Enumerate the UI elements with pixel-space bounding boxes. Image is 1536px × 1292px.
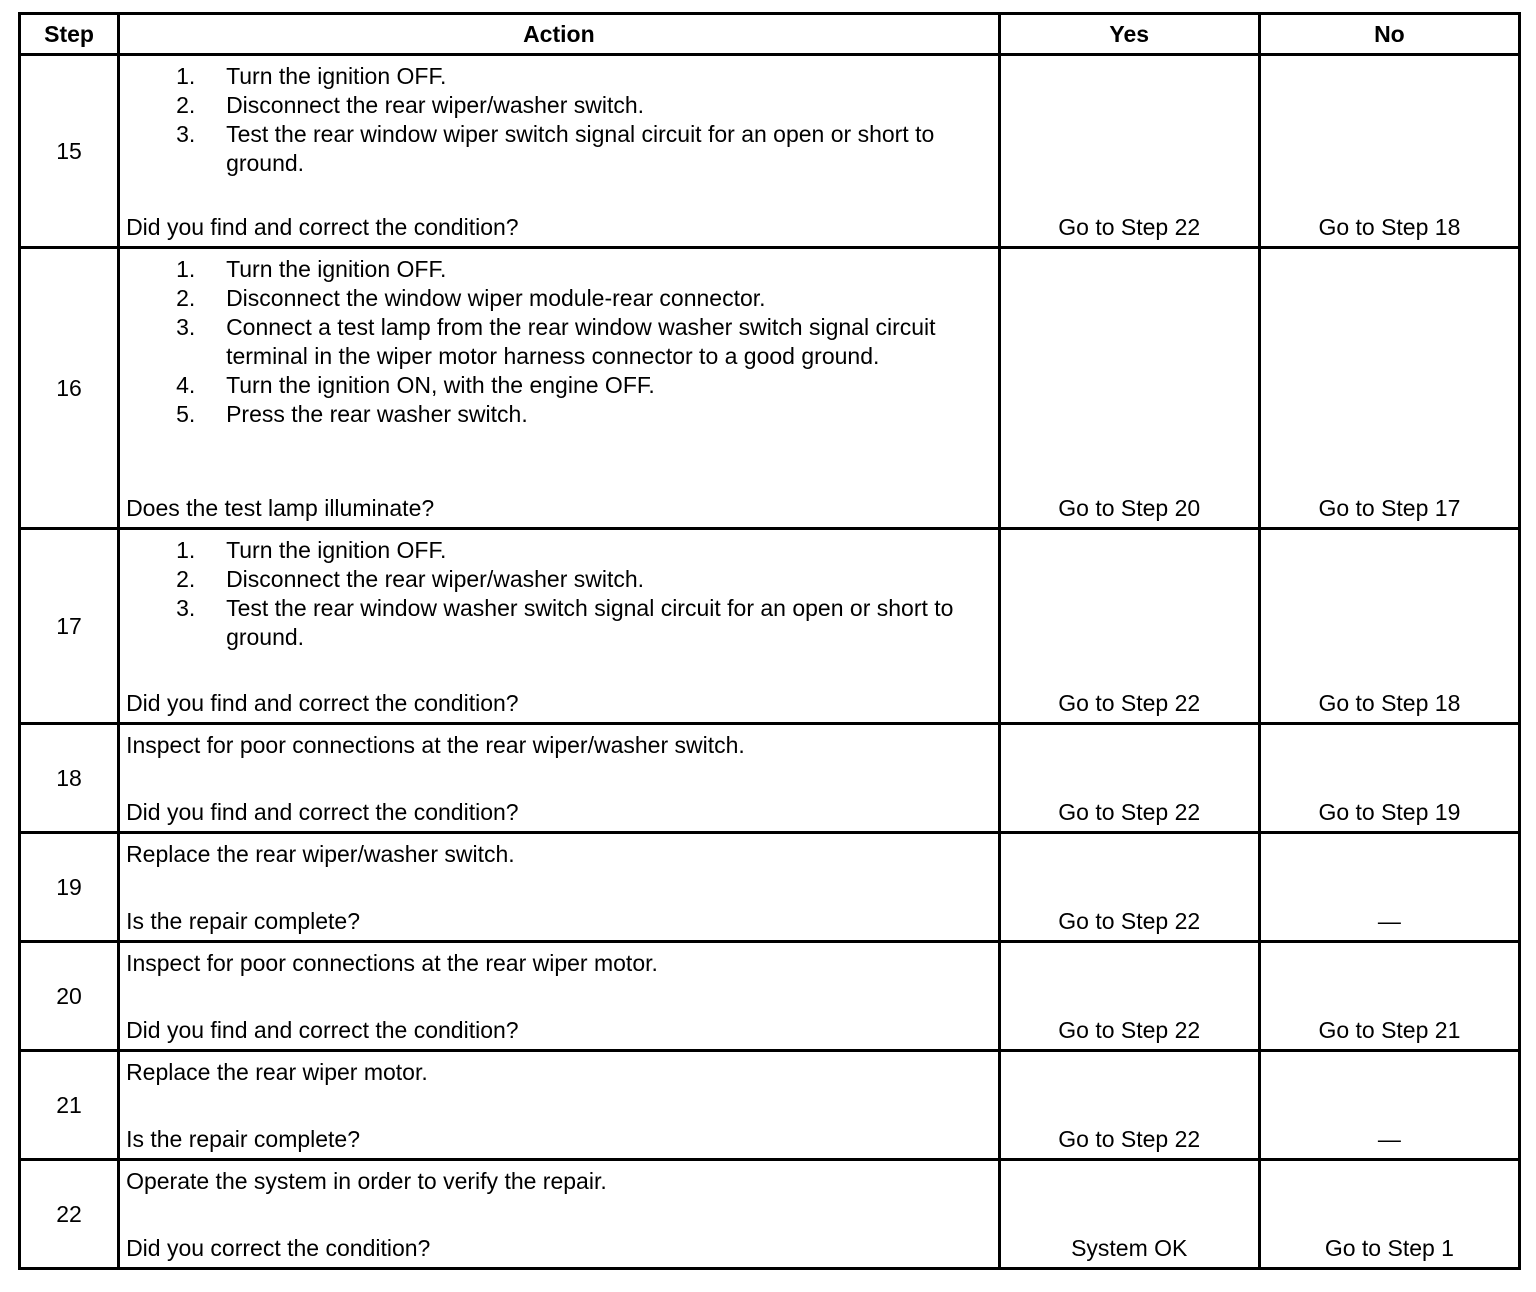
no-result-cell: [1259, 833, 1519, 942]
action-cell: [119, 55, 1000, 248]
table-row: [20, 1051, 1520, 1160]
action-step-text: Disconnect the rear wiper/washer switch.: [226, 566, 645, 592]
table-row: [20, 833, 1520, 942]
header-step: Step: [20, 14, 119, 55]
yes-result: Go to Step 22: [1058, 799, 1201, 825]
action-step-text: Test the rear window wiper switch signal circuit for an open or short to ground.: [226, 121, 935, 176]
yes-result-cell: [999, 248, 1259, 529]
action-question: Did you find and correct the condition?: [126, 1017, 519, 1043]
action-step-text: Turn the ignition ON, with the engine OFF.: [226, 372, 655, 398]
action-step: [126, 62, 992, 91]
no-result-cell: [1259, 942, 1519, 1051]
action-step-number: 3.: [176, 595, 196, 621]
yes-result-cell: [999, 529, 1259, 724]
header-action: Action: [119, 14, 1000, 55]
table-row: [20, 55, 1520, 248]
action-step: [126, 536, 992, 565]
yes-result-cell: [999, 1160, 1259, 1269]
no-result: Go to Step 19: [1318, 799, 1461, 825]
action-steps-list: [126, 536, 992, 652]
action-question: Did you find and correct the condition?: [126, 214, 519, 240]
action-cell: [119, 1160, 1000, 1269]
action-cell: [119, 1051, 1000, 1160]
action-cell: [119, 942, 1000, 1051]
action-step: [126, 91, 992, 120]
yes-result: Go to Step 22: [1058, 1017, 1201, 1043]
table-row: [20, 724, 1520, 833]
action-step-text: Turn the ignition OFF.: [226, 63, 447, 89]
action-question: Did you find and correct the condition?: [126, 690, 519, 716]
no-result: —: [1377, 1126, 1401, 1152]
step-number: 19: [20, 833, 119, 942]
yes-result-cell: [999, 724, 1259, 833]
no-result: Go to Step 1: [1324, 1235, 1454, 1261]
action-step: [126, 371, 992, 400]
step-number: 17: [20, 529, 119, 724]
table-row: [20, 942, 1520, 1051]
action-step-number: 2.: [176, 566, 196, 592]
action-step-number: 3.: [176, 121, 196, 147]
step-number: 21: [20, 1051, 119, 1160]
yes-result: Go to Step 22: [1058, 214, 1201, 240]
yes-result: Go to Step 22: [1058, 908, 1201, 934]
table-row: [20, 1160, 1520, 1269]
header-row: [20, 14, 1520, 55]
action-step-number: 2.: [176, 92, 196, 118]
action-step: [126, 400, 992, 429]
action-step-text: Connect a test lamp from the rear window washer switch signal circuit terminal in the wiper motor harness connector to a good ground.: [226, 314, 936, 369]
action-step: [126, 255, 992, 284]
no-result-cell: [1259, 248, 1519, 529]
no-result-cell: [1259, 1160, 1519, 1269]
action-steps-list: [126, 62, 992, 178]
action-step-text: Disconnect the window wiper module-rear connector.: [226, 285, 766, 311]
yes-result-cell: [999, 833, 1259, 942]
action-step: [126, 565, 992, 594]
step-number: 20: [20, 942, 119, 1051]
no-result-cell: [1259, 55, 1519, 248]
header-yes: Yes: [999, 14, 1259, 55]
no-result-cell: [1259, 1051, 1519, 1160]
action-step-text: Turn the ignition OFF.: [226, 537, 447, 563]
action-steps-list: [126, 255, 992, 429]
action-step-number: 4.: [176, 372, 196, 398]
action-step-number: 5.: [176, 401, 196, 427]
yes-result: Go to Step 22: [1058, 690, 1201, 716]
action-instruction: Inspect for poor connections at the rear wiper motor.: [126, 950, 658, 976]
yes-result: Go to Step 20: [1058, 495, 1201, 521]
action-step-text: Turn the ignition OFF.: [226, 256, 447, 282]
action-cell: [119, 529, 1000, 724]
yes-result: Go to Step 22: [1058, 1126, 1201, 1152]
yes-result: System OK: [1071, 1235, 1188, 1261]
action-step-number: 1.: [176, 63, 196, 89]
action-step-text: Test the rear window washer switch signal circuit for an open or short to ground.: [226, 595, 954, 650]
yes-result-cell: [999, 1051, 1259, 1160]
action-step: [126, 313, 992, 371]
header-no: No: [1259, 14, 1519, 55]
no-result-cell: [1259, 724, 1519, 833]
no-result-cell: [1259, 529, 1519, 724]
action-step: [126, 120, 992, 178]
yes-result-cell: [999, 942, 1259, 1051]
action-question: Did you find and correct the condition?: [126, 799, 519, 825]
no-result: Go to Step 18: [1318, 690, 1461, 716]
no-result: Go to Step 21: [1318, 1017, 1461, 1043]
action-step-number: 1.: [176, 256, 196, 282]
action-cell: [119, 833, 1000, 942]
step-number: 18: [20, 724, 119, 833]
action-instruction: Replace the rear wiper motor.: [126, 1059, 428, 1085]
action-step-text: Press the rear washer switch.: [226, 401, 528, 427]
no-result: Go to Step 17: [1318, 495, 1461, 521]
table-row: [20, 248, 1520, 529]
action-step-text: Disconnect the rear wiper/washer switch.: [226, 92, 645, 118]
action-step-number: 1.: [176, 537, 196, 563]
action-cell: [119, 724, 1000, 833]
action-question: Is the repair complete?: [126, 1126, 361, 1152]
diagnostic-table: [18, 12, 1521, 1270]
step-number: 16: [20, 248, 119, 529]
action-instruction: Operate the system in order to verify the repair.: [126, 1168, 607, 1194]
action-question: Did you correct the condition?: [126, 1235, 431, 1261]
action-cell: [119, 248, 1000, 529]
action-step-number: 3.: [176, 314, 196, 340]
action-question: Is the repair complete?: [126, 908, 361, 934]
no-result: —: [1377, 908, 1401, 934]
action-step: [126, 284, 992, 313]
action-step-number: 2.: [176, 285, 196, 311]
step-number: 22: [20, 1160, 119, 1269]
action-instruction: Inspect for poor connections at the rear wiper/washer switch.: [126, 732, 745, 758]
action-instruction: Replace the rear wiper/washer switch.: [126, 841, 515, 867]
step-number: 15: [20, 55, 119, 248]
yes-result-cell: [999, 55, 1259, 248]
action-step: [126, 594, 992, 652]
action-question: Does the test lamp illuminate?: [126, 495, 435, 521]
no-result: Go to Step 18: [1318, 214, 1461, 240]
table-row: [20, 529, 1520, 724]
